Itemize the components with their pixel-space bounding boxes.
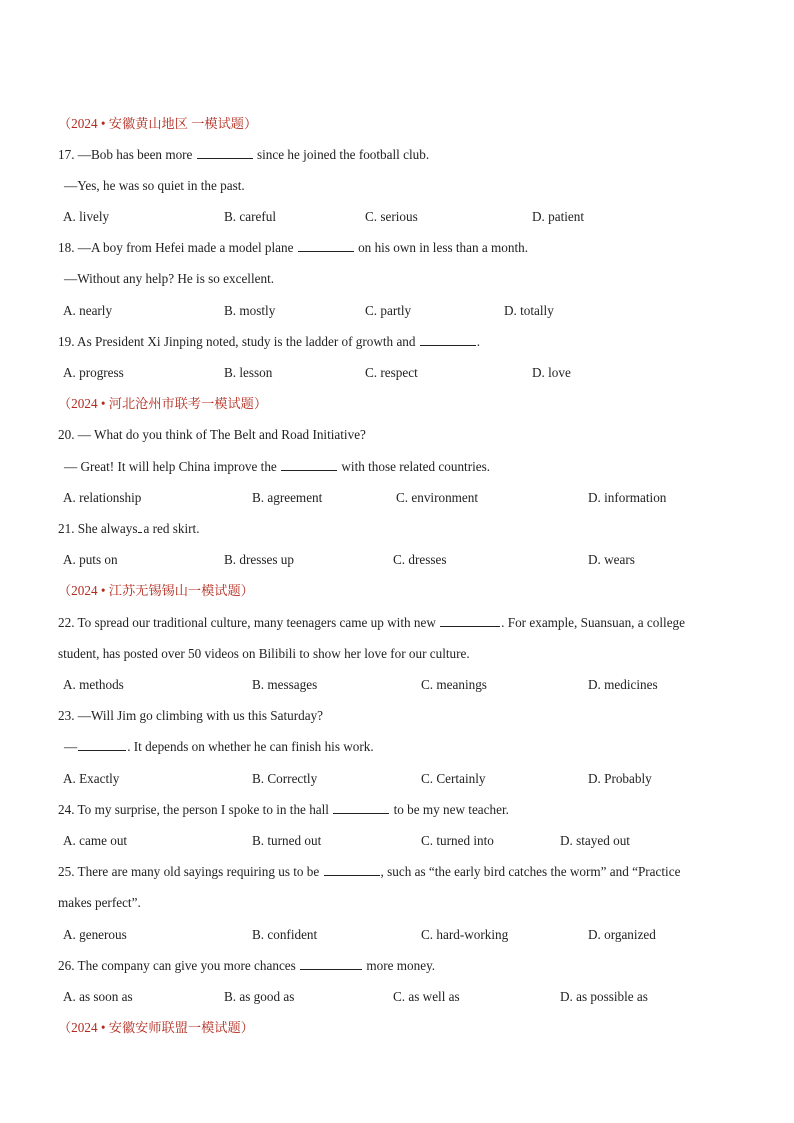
question-26 (58, 957, 744, 975)
option-c[interactable]: C. as well as (393, 989, 460, 1004)
options-25 (63, 926, 754, 944)
question-text: a red skirt. (143, 521, 200, 536)
source-heading: （2024 • 河北沧州市联考一模试题） (58, 396, 268, 411)
question-text: more money. (363, 958, 436, 973)
option-a[interactable]: A. as soon as (63, 989, 133, 1004)
option-c[interactable]: C. hard-working (421, 927, 509, 942)
option-c[interactable]: C. turned into (421, 833, 494, 848)
option-c[interactable]: C. environment (396, 490, 479, 505)
question-text: 22. To spread our traditional culture, many teenagers came up with new (58, 615, 440, 630)
question-text: . (476, 334, 481, 349)
source-heading: （2024 • 江苏无锡锡山一模试题） (58, 583, 254, 598)
question-text: to be my new teacher. (390, 802, 509, 817)
question-19 (58, 333, 744, 351)
option-b[interactable]: B. dresses up (224, 552, 294, 567)
question-17 (58, 146, 744, 164)
option-b[interactable]: B. as good as (224, 989, 295, 1004)
answer-blank (138, 520, 142, 533)
option-b[interactable]: B. lesson (224, 365, 273, 380)
question-23-reply (64, 738, 744, 756)
question-18-reply: —Without any help? He is so excellent. (64, 271, 275, 286)
option-a[interactable]: A. generous (63, 927, 127, 942)
option-d[interactable]: D. Probably (588, 771, 652, 786)
source-heading: （2024 • 安徽黄山地区 一模试题） (58, 116, 258, 131)
option-d[interactable]: D. stayed out (560, 833, 630, 848)
question-24 (58, 801, 744, 819)
answer-blank (333, 801, 389, 814)
answer-blank (440, 614, 500, 627)
option-b[interactable]: B. turned out (252, 833, 322, 848)
option-b[interactable]: B. Correctly (252, 771, 318, 786)
option-b[interactable]: B. confident (252, 927, 318, 942)
question-text: 17. —Bob has been more (58, 147, 196, 162)
answer-blank (78, 738, 126, 751)
question-text: since he joined the football club. (253, 147, 430, 162)
options-23 (63, 770, 754, 788)
options-17 (63, 208, 754, 226)
question-25-cont: makes perfect”. (58, 895, 141, 910)
question-text: 19. As President Xi Jinping noted, study is the ladder of growth and (58, 334, 419, 349)
question-text: — (64, 739, 78, 754)
question-23: 23. —Will Jim go climbing with us this Saturday? (58, 708, 324, 723)
question-22-cont: student, has posted over 50 videos on Bilibili to show her love for our culture. (58, 646, 470, 661)
option-b[interactable]: B. messages (252, 677, 318, 692)
options-22 (63, 676, 754, 694)
option-b[interactable]: B. agreement (252, 490, 323, 505)
option-c[interactable]: C. Certainly (421, 771, 486, 786)
question-17-reply: —Yes, he was so quiet in the past. (64, 178, 245, 193)
question-22 (58, 614, 744, 632)
options-19 (63, 364, 754, 382)
option-b[interactable]: B. mostly (224, 303, 276, 318)
options-18 (63, 302, 754, 320)
answer-blank (324, 863, 380, 876)
option-c[interactable]: C. dresses (393, 552, 447, 567)
options-21 (63, 551, 754, 569)
option-b[interactable]: B. careful (224, 209, 276, 224)
option-d[interactable]: D. as possible as (560, 989, 648, 1004)
answer-blank (197, 146, 253, 159)
option-a[interactable]: A. methods (63, 677, 124, 692)
option-a[interactable]: A. nearly (63, 303, 113, 318)
options-24 (63, 832, 754, 850)
option-a[interactable]: A. puts on (63, 552, 118, 567)
option-a[interactable]: A. Exactly (63, 771, 120, 786)
option-d[interactable]: D. medicines (588, 677, 658, 692)
question-20-reply (64, 458, 744, 476)
options-26 (63, 988, 754, 1006)
options-20 (63, 489, 754, 507)
option-d[interactable]: D. organized (588, 927, 656, 942)
question-text: 25. There are many old sayings requiring us to be (58, 864, 323, 879)
question-text: . It depends on whether he can finish his work. (127, 739, 374, 754)
option-a[interactable]: A. lively (63, 209, 110, 224)
question-text: on his own in less than a month. (354, 240, 529, 255)
question-text: 21. She always (58, 521, 138, 536)
option-d[interactable]: D. wears (588, 552, 635, 567)
option-c[interactable]: C. meanings (421, 677, 487, 692)
answer-blank (420, 333, 476, 346)
option-d[interactable]: D. totally (504, 303, 554, 318)
answer-blank (281, 458, 337, 471)
option-a[interactable]: A. progress (63, 365, 124, 380)
option-c[interactable]: C. respect (365, 365, 418, 380)
question-text: with those related countries. (338, 459, 491, 474)
question-20: 20. — What do you think of The Belt and Road Initiative? (58, 427, 366, 442)
source-heading: （2024 • 安徽安师联盟一模试题） (58, 1020, 254, 1035)
question-text: . For example, Suansuan, a college (501, 615, 685, 630)
option-d[interactable]: D. patient (532, 209, 585, 224)
question-text: , such as “the early bird catches the worm” and “Practice (380, 864, 681, 879)
option-d[interactable]: D. information (588, 490, 667, 505)
option-d[interactable]: D. love (532, 365, 571, 380)
option-a[interactable]: A. came out (63, 833, 128, 848)
answer-blank (300, 957, 362, 970)
question-text: 24. To my surprise, the person I spoke to in the hall (58, 802, 333, 817)
option-c[interactable]: C. partly (365, 303, 412, 318)
answer-blank (298, 239, 354, 252)
question-25 (58, 863, 744, 881)
question-text: — Great! It will help China improve the (64, 459, 281, 474)
option-a[interactable]: A. relationship (63, 490, 142, 505)
question-text: 26. The company can give you more chances (58, 958, 300, 973)
question-21 (58, 520, 744, 538)
question-text: 18. —A boy from Hefei made a model plane (58, 240, 297, 255)
option-c[interactable]: C. serious (365, 209, 418, 224)
question-18 (58, 239, 744, 257)
